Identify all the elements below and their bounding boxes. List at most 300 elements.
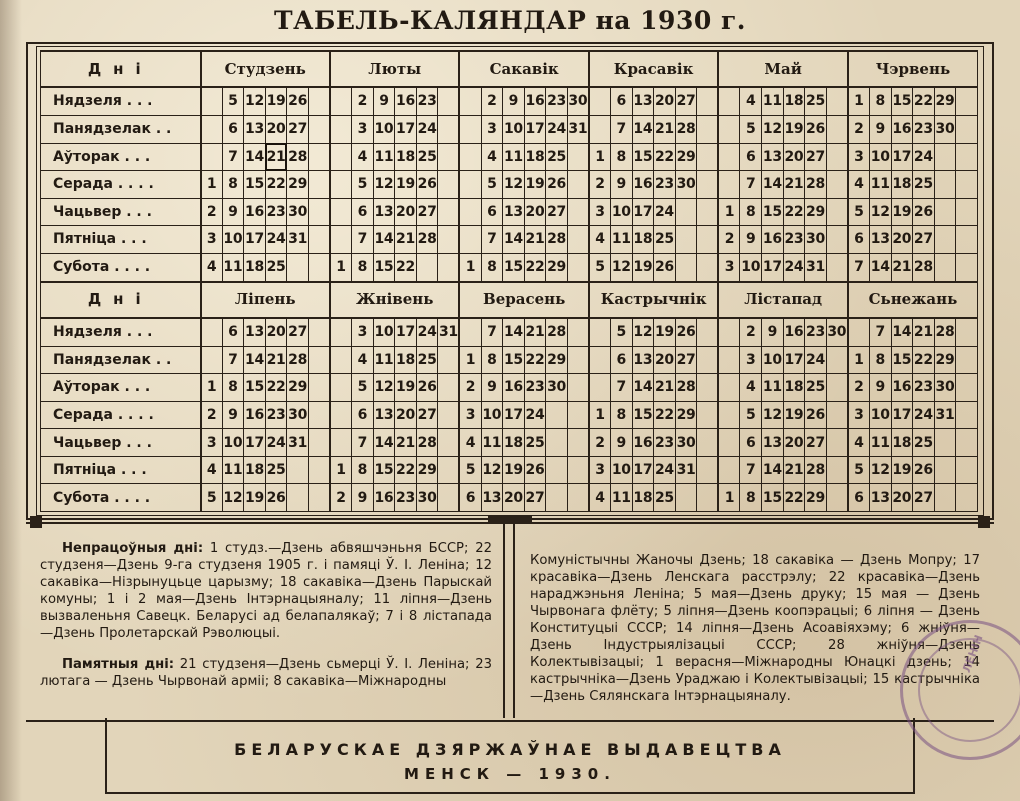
date-cell: [718, 318, 740, 346]
date-cell: [330, 171, 352, 199]
date-cell: 27: [805, 143, 827, 171]
date-cell: 31: [675, 456, 697, 484]
date-cell: [956, 401, 978, 429]
holidays-label: Непрацоўныя дні:: [62, 541, 204, 556]
date-cell: [697, 456, 719, 484]
date-cell: [956, 115, 978, 143]
date-cell: 12: [632, 318, 654, 346]
date-cell: 29: [805, 198, 827, 226]
date-cell: 3: [848, 143, 870, 171]
memorial-text: 21 студзеня—Дзень сьмерці Ў. І. Леніна; 23 лютага — Дзень Чырвонай арміі; 8 сакавіка—Міжнародны: [40, 657, 492, 689]
date-cell: 30: [546, 374, 568, 402]
date-cell: 13: [869, 484, 891, 512]
weekday-label: Чацьвер . . .: [41, 198, 201, 226]
weekday-row: [41, 374, 978, 402]
date-cell: 26: [524, 456, 546, 484]
month-name: Красавік: [589, 51, 718, 87]
date-cell-highlighted: 21: [265, 143, 287, 171]
date-cell: 1: [330, 253, 352, 281]
date-cell: 29: [805, 484, 827, 512]
date-cell: 31: [805, 253, 827, 281]
date-cell: 19: [395, 374, 417, 402]
date-cell: 28: [546, 318, 568, 346]
date-cell: 31: [567, 115, 589, 143]
date-cell: 24: [913, 143, 935, 171]
date-cell: 14: [762, 171, 784, 199]
date-cell: 6: [610, 346, 632, 374]
date-cell: 24: [805, 346, 827, 374]
date-cell: 5: [201, 484, 223, 512]
date-cell: [826, 198, 848, 226]
date-cell: 11: [869, 171, 891, 199]
date-cell: 2: [201, 198, 223, 226]
date-cell: [438, 456, 460, 484]
notes-divider-right: [513, 522, 515, 718]
date-cell: 9: [610, 429, 632, 457]
date-cell: 8: [222, 374, 244, 402]
month-name: Жнівень: [330, 282, 459, 318]
date-cell: 13: [503, 198, 525, 226]
date-cell: 6: [610, 87, 632, 115]
date-cell: 27: [287, 318, 309, 346]
date-cell: [308, 253, 330, 281]
date-cell: 26: [913, 198, 935, 226]
date-cell: [308, 226, 330, 254]
date-cell: 20: [503, 484, 525, 512]
date-cell: 23: [265, 401, 287, 429]
date-cell: [697, 346, 719, 374]
date-cell: [438, 484, 460, 512]
date-cell: 23: [654, 429, 676, 457]
date-cell: [308, 374, 330, 402]
date-cell: 21: [891, 253, 913, 281]
date-cell: 10: [869, 401, 891, 429]
date-cell: 7: [610, 115, 632, 143]
date-cell: 29: [416, 456, 438, 484]
date-cell: [675, 484, 697, 512]
notes-divider-left: [503, 522, 505, 718]
date-cell: 21: [913, 318, 935, 346]
date-cell: 12: [373, 374, 395, 402]
date-cell: 4: [352, 346, 374, 374]
date-cell: [459, 318, 481, 346]
date-cell: 20: [654, 346, 676, 374]
weekday-row: [41, 318, 978, 346]
date-cell: 24: [913, 401, 935, 429]
date-cell: 23: [416, 87, 438, 115]
date-cell: [330, 429, 352, 457]
date-cell: 23: [783, 226, 805, 254]
date-cell: 18: [524, 143, 546, 171]
date-cell: 24: [524, 401, 546, 429]
date-cell: 4: [848, 171, 870, 199]
date-cell: 16: [632, 429, 654, 457]
date-cell: 3: [589, 198, 611, 226]
date-cell: 4: [201, 456, 223, 484]
date-cell: 13: [632, 346, 654, 374]
date-cell: [546, 429, 568, 457]
date-cell: 10: [762, 346, 784, 374]
month-name: Студзень: [201, 51, 330, 87]
date-cell: 3: [481, 115, 503, 143]
date-cell: 17: [891, 401, 913, 429]
date-cell: [308, 171, 330, 199]
date-cell: [308, 198, 330, 226]
date-cell: 27: [546, 198, 568, 226]
date-cell: [589, 346, 611, 374]
date-cell: 20: [395, 198, 417, 226]
date-cell: 23: [805, 318, 827, 346]
date-cell: [567, 253, 589, 281]
date-cell: 19: [783, 115, 805, 143]
date-cell: 17: [244, 429, 266, 457]
date-cell: 17: [524, 115, 546, 143]
date-cell: [697, 484, 719, 512]
date-cell: 8: [352, 253, 374, 281]
date-cell: 14: [503, 318, 525, 346]
date-cell: 11: [610, 226, 632, 254]
date-cell: [330, 346, 352, 374]
weekday-row: [41, 401, 978, 429]
date-cell: [567, 198, 589, 226]
date-cell: 22: [395, 253, 417, 281]
date-cell: 28: [675, 115, 697, 143]
date-cell: 5: [589, 253, 611, 281]
weekday-label: Нядзеля . . .: [41, 87, 201, 115]
date-cell: 25: [265, 456, 287, 484]
weekday-label: Пятніца . . .: [41, 226, 201, 254]
weekday-row: [41, 87, 978, 115]
weekday-row: [41, 143, 978, 171]
date-cell: [826, 87, 848, 115]
date-cell: 13: [481, 484, 503, 512]
date-cell: 26: [805, 115, 827, 143]
date-cell: 9: [481, 374, 503, 402]
date-cell: [546, 484, 568, 512]
date-cell: 10: [503, 115, 525, 143]
date-cell: [567, 226, 589, 254]
date-cell: 19: [395, 171, 417, 199]
publisher-name: БЕЛАРУСКАЕ ДЗЯРЖАЎНАЕ ВЫДАВЕЦТВА: [234, 740, 786, 759]
date-cell: 19: [244, 484, 266, 512]
date-cell: [589, 115, 611, 143]
date-cell: 15: [373, 456, 395, 484]
date-cell: 22: [783, 484, 805, 512]
date-cell: 19: [891, 456, 913, 484]
date-cell: 16: [503, 374, 525, 402]
date-cell: [934, 429, 956, 457]
date-cell: 10: [373, 115, 395, 143]
date-cell: 20: [783, 143, 805, 171]
date-cell: [589, 318, 611, 346]
date-cell: [697, 171, 719, 199]
date-cell: 30: [826, 318, 848, 346]
holidays-paragraph: [40, 540, 492, 642]
weekday-row: [41, 253, 978, 281]
date-cell: [718, 171, 740, 199]
date-cell: [438, 87, 460, 115]
date-cell: 18: [503, 429, 525, 457]
weekday-row: [41, 346, 978, 374]
date-cell: 19: [503, 456, 525, 484]
date-cell: [956, 198, 978, 226]
date-cell: 2: [589, 429, 611, 457]
date-cell: 13: [762, 429, 784, 457]
date-cell: 14: [373, 429, 395, 457]
date-cell: 29: [934, 87, 956, 115]
date-cell: 18: [783, 87, 805, 115]
date-cell: [697, 115, 719, 143]
date-cell: 4: [740, 87, 762, 115]
date-cell: [826, 346, 848, 374]
date-cell: 17: [783, 346, 805, 374]
date-cell: 26: [913, 456, 935, 484]
date-cell: 11: [503, 143, 525, 171]
date-cell: 7: [740, 171, 762, 199]
date-cell: 3: [201, 429, 223, 457]
date-cell: 21: [395, 429, 417, 457]
date-cell: 9: [222, 401, 244, 429]
date-cell: 2: [201, 401, 223, 429]
date-cell: 1: [718, 484, 740, 512]
date-cell: [934, 198, 956, 226]
date-cell: 14: [373, 226, 395, 254]
date-cell: [438, 429, 460, 457]
date-cell: 10: [222, 226, 244, 254]
date-cell: 26: [287, 87, 309, 115]
date-cell: 23: [654, 171, 676, 199]
date-cell: 8: [352, 456, 374, 484]
date-cell: 20: [654, 87, 676, 115]
date-cell: [330, 143, 352, 171]
date-cell: [697, 374, 719, 402]
date-cell: 2: [481, 87, 503, 115]
date-cell: [718, 429, 740, 457]
date-cell: 1: [848, 346, 870, 374]
date-cell: [330, 87, 352, 115]
date-cell: 16: [524, 87, 546, 115]
month-name: Сакавік: [459, 51, 588, 87]
date-cell: 16: [244, 198, 266, 226]
date-cell: 11: [222, 253, 244, 281]
date-cell: [589, 87, 611, 115]
date-cell: [956, 318, 978, 346]
date-cell: 19: [891, 198, 913, 226]
date-cell: 27: [416, 401, 438, 429]
date-cell: [956, 346, 978, 374]
date-cell: 1: [589, 401, 611, 429]
date-cell: 12: [373, 171, 395, 199]
date-cell: 1: [848, 87, 870, 115]
date-cell: 19: [783, 401, 805, 429]
date-cell: 21: [524, 226, 546, 254]
date-cell: 22: [913, 87, 935, 115]
date-cell: 2: [330, 484, 352, 512]
date-cell: 4: [481, 143, 503, 171]
date-cell: 11: [222, 456, 244, 484]
date-cell: [956, 484, 978, 512]
date-cell: [956, 429, 978, 457]
date-cell: 8: [610, 143, 632, 171]
date-cell: [697, 198, 719, 226]
date-cell: 1: [589, 143, 611, 171]
date-cell: [567, 429, 589, 457]
date-cell: 8: [481, 253, 503, 281]
date-cell: 20: [265, 318, 287, 346]
date-cell: [697, 429, 719, 457]
date-cell: 21: [524, 318, 546, 346]
date-cell: 7: [481, 318, 503, 346]
date-cell: 18: [783, 374, 805, 402]
date-cell: 11: [610, 484, 632, 512]
date-cell: 15: [503, 346, 525, 374]
date-cell: 30: [567, 87, 589, 115]
date-cell: 18: [395, 346, 417, 374]
date-cell: [826, 429, 848, 457]
date-cell: 10: [869, 143, 891, 171]
date-cell: [697, 143, 719, 171]
date-cell: [567, 484, 589, 512]
memorial-paragraph: [40, 656, 492, 690]
date-cell: 28: [805, 456, 827, 484]
date-cell: 10: [222, 429, 244, 457]
date-cell: 24: [416, 318, 438, 346]
date-cell: 29: [546, 346, 568, 374]
library-stamp-text: ЛЕНІН: [960, 633, 986, 675]
date-cell: [201, 346, 223, 374]
date-cell: 23: [913, 115, 935, 143]
date-cell: [438, 401, 460, 429]
date-cell: 25: [265, 253, 287, 281]
weekday-row: [41, 115, 978, 143]
date-cell: 23: [395, 484, 417, 512]
date-cell: [934, 226, 956, 254]
weekday-label: Панядзелак . .: [41, 115, 201, 143]
date-cell: 25: [913, 429, 935, 457]
date-cell: 10: [740, 253, 762, 281]
date-cell: 27: [675, 87, 697, 115]
date-cell: 31: [287, 226, 309, 254]
date-cell: 16: [783, 318, 805, 346]
date-cell: 1: [459, 346, 481, 374]
date-cell: 12: [244, 87, 266, 115]
days-header: Дні: [41, 282, 201, 318]
date-cell: 23: [546, 87, 568, 115]
date-cell: 19: [632, 253, 654, 281]
date-cell: 10: [610, 456, 632, 484]
date-cell: 25: [654, 484, 676, 512]
date-cell: [567, 143, 589, 171]
calendar-table: [40, 50, 978, 512]
date-cell: [675, 253, 697, 281]
date-cell: 13: [632, 87, 654, 115]
date-cell: 8: [740, 484, 762, 512]
date-cell: 19: [654, 318, 676, 346]
month-name: Кастрычнік: [589, 282, 718, 318]
date-cell: 11: [762, 374, 784, 402]
date-cell: 14: [244, 143, 266, 171]
date-cell: 27: [913, 484, 935, 512]
date-cell: 11: [869, 429, 891, 457]
date-cell: 4: [459, 429, 481, 457]
date-cell: 3: [718, 253, 740, 281]
date-cell: 6: [848, 484, 870, 512]
date-cell: 13: [373, 401, 395, 429]
date-cell: 17: [891, 143, 913, 171]
date-cell: 2: [589, 171, 611, 199]
date-cell: 2: [848, 374, 870, 402]
date-cell: [330, 115, 352, 143]
month-name: Сьнежань: [848, 282, 978, 318]
date-cell: 31: [438, 318, 460, 346]
date-cell: 18: [632, 484, 654, 512]
memorial-label: Памятныя дні:: [62, 657, 174, 672]
date-cell: [438, 115, 460, 143]
date-cell: 26: [675, 318, 697, 346]
date-cell: 3: [352, 318, 374, 346]
date-cell: 9: [352, 484, 374, 512]
date-cell: 4: [848, 429, 870, 457]
date-cell: 12: [503, 171, 525, 199]
ornament-center: [488, 516, 532, 524]
date-cell: 7: [869, 318, 891, 346]
date-cell: 21: [395, 226, 417, 254]
date-cell: 11: [481, 429, 503, 457]
month-name: Люты: [330, 51, 459, 87]
date-cell: 4: [201, 253, 223, 281]
date-cell: 28: [416, 429, 438, 457]
date-cell: 17: [762, 253, 784, 281]
date-cell: [848, 318, 870, 346]
date-cell: 7: [222, 143, 244, 171]
date-cell: 2: [718, 226, 740, 254]
date-cell: 4: [352, 143, 374, 171]
date-cell: 30: [805, 226, 827, 254]
date-cell: 25: [805, 374, 827, 402]
date-cell: 27: [805, 429, 827, 457]
date-cell: [416, 253, 438, 281]
date-cell: [459, 115, 481, 143]
date-cell: 30: [934, 374, 956, 402]
date-cell: [934, 253, 956, 281]
date-cell: [308, 87, 330, 115]
date-cell: [438, 346, 460, 374]
date-cell: 22: [524, 346, 546, 374]
date-cell: 21: [654, 374, 676, 402]
date-cell: 6: [222, 318, 244, 346]
date-cell: 8: [869, 87, 891, 115]
date-cell: 4: [589, 484, 611, 512]
date-cell: 6: [740, 429, 762, 457]
date-cell: 15: [244, 374, 266, 402]
date-cell: 14: [503, 226, 525, 254]
weekday-row: [41, 226, 978, 254]
date-cell: 15: [632, 401, 654, 429]
date-cell: 2: [459, 374, 481, 402]
date-cell: [826, 115, 848, 143]
date-cell: 27: [287, 115, 309, 143]
date-cell: 10: [373, 318, 395, 346]
date-cell: 14: [891, 318, 913, 346]
date-cell: 4: [740, 374, 762, 402]
date-cell: [330, 318, 352, 346]
date-cell: 25: [416, 346, 438, 374]
date-cell: 3: [352, 115, 374, 143]
date-cell: [438, 171, 460, 199]
date-cell: [201, 115, 223, 143]
date-cell: 16: [762, 226, 784, 254]
date-cell: 30: [675, 429, 697, 457]
